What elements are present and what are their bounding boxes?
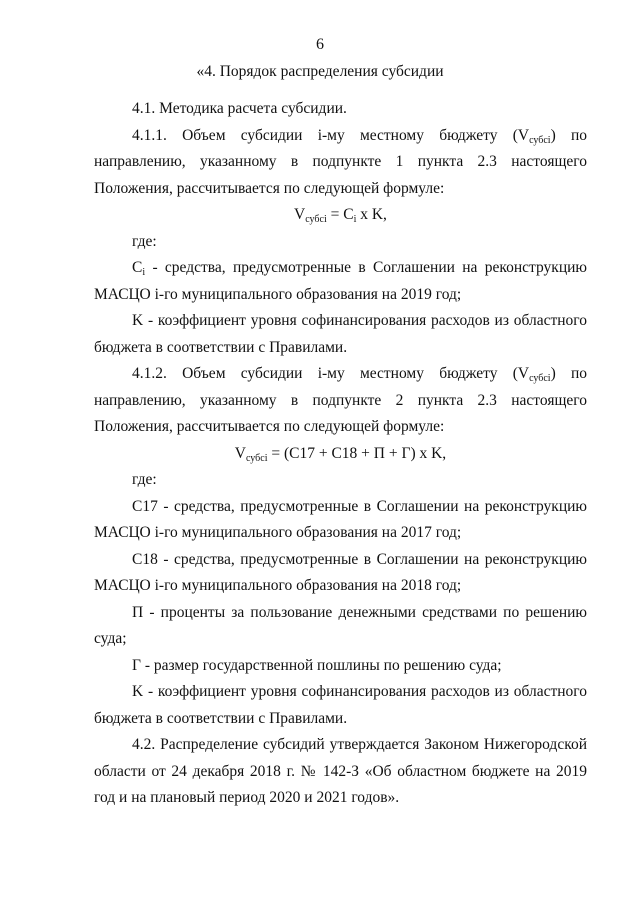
definition-c17: C17 - средства, предусмотренные в Соглашении на реконструкцию МАСЦО i-го муниципального образования на 2017 год; [94,497,587,541]
definition-c-symbol: C [132,259,143,276]
formula-1 [94,202,587,229]
formula-2-v-subscript: субсi [246,452,268,464]
definition-g: Г - размер государственной пошлины по решению суда; [132,656,502,674]
section-heading: «4. Порядок распределения субсидии [196,63,444,80]
definition-c [94,255,587,308]
paragraph-4-1-1-text-b: ) по направлению, указанному в подпункте 1 пункта 2.3 настоящего Положения, рассчитывается по следующей формуле: [94,126,587,197]
paragraph-4-1-1-subscript: субсi [529,134,551,146]
formula-2-v: V [234,444,246,462]
where-label-2: где: [132,471,157,488]
document-body [94,96,587,812]
definition-c-subscript: i [142,267,146,278]
definition-p: П - проценты за пользование денежными средствами по решению суда; [94,603,587,647]
formula-1-eq: = C [326,206,354,223]
definition-c18: C18 - средства, предусмотренные в Соглашении на реконструкцию МАСЦО i-го муниципального образования на 2018 год; [94,550,587,594]
paragraph-4-2: 4.2. Распределение субсидий утверждается Законом Нижегородской области от 24 декабря 2018 г. № 142-З «Об областном бюджете на 2019 год и на плановый период 2020 и 2021 годов». [94,736,587,806]
paragraph-4-1-1-text-a: Объем субсидии i-му местному бюджету (V [166,126,530,144]
definition-k-2: K - коэффициент уровня софинансирования расходов из областного бюджета в соответствии с Правилами. [94,683,587,727]
paragraph-4-1-1-lead: 4.1.1. [132,126,167,144]
definition-c-text: - средства, предусмотренные в Соглашении на реконструкцию МАСЦО i-го муниципального образования на 2019 год; [94,259,587,303]
where-label-1: где: [132,232,157,250]
paragraph-4-1-1 [94,123,587,203]
formula-1-v-subscript: субсi [305,214,327,225]
paragraph-4-1-2-text-a: 4.1.2. Объем субсидии i-му местному бюджету (V [132,365,530,382]
formula-2-rest: = (C17 + C18 + П + Г) x K, [267,444,447,462]
formula-1-rest: x K, [356,206,387,223]
paragraph-4-1-2-subscript: субсi [529,373,551,384]
paragraph-4-1-2 [94,361,587,441]
formula-1-v: V [294,206,306,223]
formula-2 [94,441,587,468]
formula-1-c-subscript: i [353,214,357,225]
definition-k-1: K - коэффициент уровня софинансирования расходов из областного бюджета в соответствии с Правилами. [94,312,587,356]
paragraph-4-1: 4.1. Методика расчета субсидии. [132,100,347,117]
page-number: 6 [316,36,324,53]
paragraph-4-1-2-text-b: ) по направлению, указанному в подпункте 2 пункта 2.3 настоящего Положения, рассчитывается по следующей формуле: [94,365,587,435]
